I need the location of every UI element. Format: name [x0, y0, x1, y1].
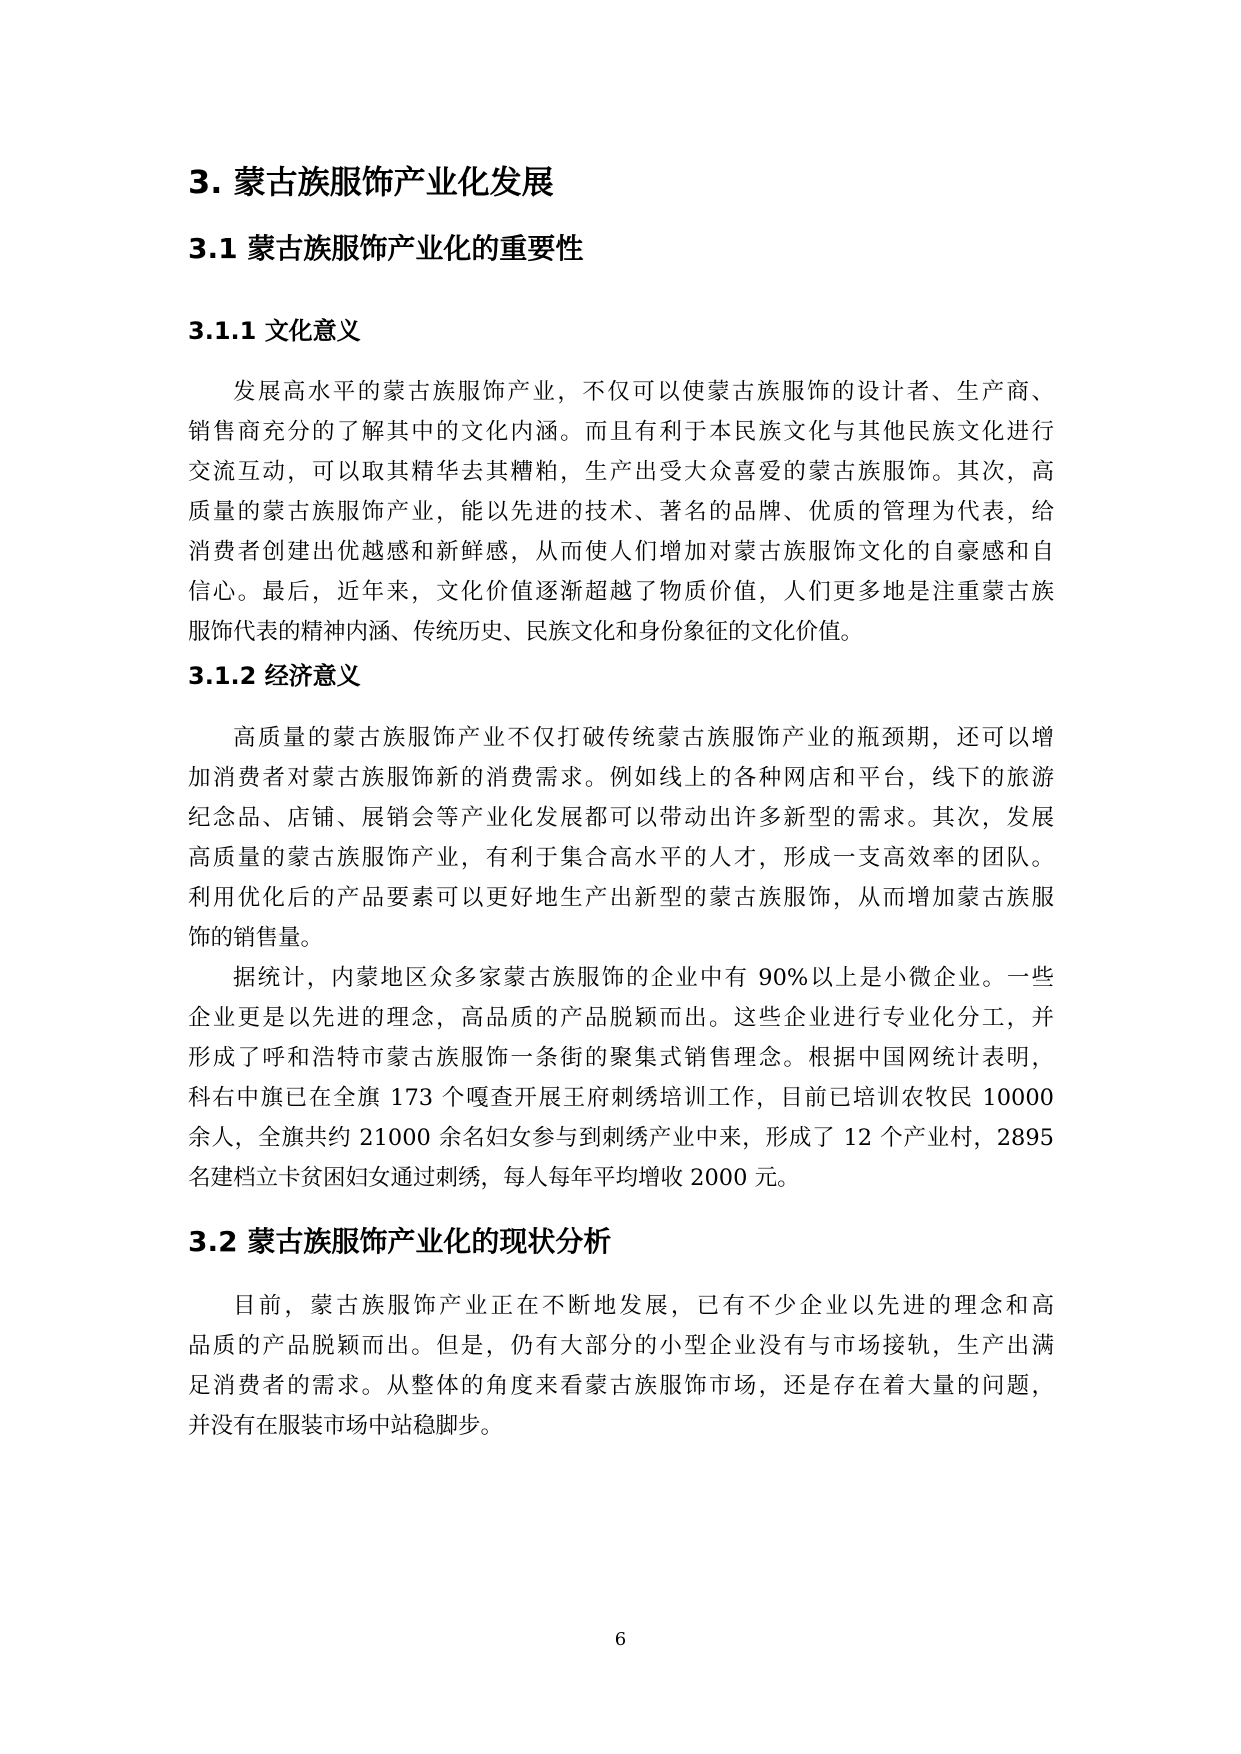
text-line: 据统计，内蒙地区众多家蒙古族服饰的企业中有 90%以上是小微企业。一些 — [233, 965, 1054, 991]
paragraph-current-status — [188, 1286, 1054, 1446]
text-line: 信心。最后，近年来，文化价值逐渐超越了物质价值，人们更多地是注重蒙古族 — [188, 579, 1054, 605]
text-line: 交流互动，可以取其精华去其糟粕，生产出受大众喜爱的蒙古族服饰。其次，高 — [188, 459, 1054, 485]
text-line: 纪念品、店铺、展销会等产业化发展都可以带动出许多新型的需求。其次，发展 — [188, 805, 1054, 831]
text-line: 企业更是以先进的理念，高品质的产品脱颖而出。这些企业进行专业化分工，并 — [188, 1005, 1054, 1031]
subsection-heading-3-1-1: 3.1.1 文化意义 — [188, 317, 361, 345]
text-line: 形成了呼和浩特市蒙古族服饰一条街的聚集式销售理念。根据中国网统计表明， — [188, 1045, 1054, 1071]
text-line: 发展高水平的蒙古族服饰产业，不仅可以使蒙古族服饰的设计者、生产商、 — [233, 379, 1054, 405]
text-line: 消费者创建出优越感和新鲜感，从而使人们增加对蒙古族服饰文化的自豪感和自 — [188, 539, 1054, 565]
page-number: 6 — [614, 1629, 627, 1650]
text-line: 并没有在服装市场中站稳脚步。 — [188, 1413, 504, 1439]
text-line: 品质的产品脱颖而出。但是，仍有大部分的小型企业没有与市场接轨，生产出满 — [188, 1333, 1054, 1359]
section-heading-3-1: 3.1 蒙古族服饰产业化的重要性 — [188, 232, 584, 265]
text-line: 名建档立卡贫困妇女通过刺绣，每人每年平均增收 2000 元。 — [188, 1165, 800, 1191]
chapter-heading: 3. 蒙古族服饰产业化发展 — [188, 163, 554, 201]
paragraph-cultural-significance — [188, 372, 1054, 652]
text-line: 足消费者的需求。从整体的角度来看蒙古族服饰市场，还是存在着大量的问题， — [188, 1373, 1054, 1399]
paragraph-economic-significance — [188, 718, 1054, 958]
text-line: 销售商充分的了解其中的文化内涵。而且有利于本民族文化与其他民族文化进行 — [188, 419, 1054, 445]
subsection-heading-3-1-2: 3.1.2 经济意义 — [188, 662, 361, 690]
text-line: 质量的蒙古族服饰产业，能以先进的技术、著名的品牌、优质的管理为代表，给 — [188, 499, 1054, 525]
text-line: 饰的销售量。 — [188, 925, 324, 951]
section-heading-3-2: 3.2 蒙古族服饰产业化的现状分析 — [188, 1225, 612, 1258]
paragraph-statistics — [188, 958, 1054, 1198]
text-line: 科右中旗已在全旗 173 个嘎查开展王府刺绣培训工作，目前已培训农牧民 10000 — [188, 1085, 1054, 1111]
text-line: 加消费者对蒙古族服饰新的消费需求。例如线上的各种网店和平台，线下的旅游 — [188, 765, 1054, 791]
text-line: 余人，全旗共约 21000 余名妇女参与到刺绣产业中来，形成了 12 个产业村，2895 — [188, 1125, 1054, 1151]
text-line: 目前，蒙古族服饰产业正在不断地发展，已有不少企业以先进的理念和高 — [233, 1293, 1054, 1319]
text-line: 高质量的蒙古族服饰产业，有利于集合高水平的人才，形成一支高效率的团队。 — [188, 845, 1054, 871]
text-line: 利用优化后的产品要素可以更好地生产出新型的蒙古族服饰，从而增加蒙古族服 — [188, 885, 1054, 911]
text-line: 服饰代表的精神内涵、传统历史、民族文化和身份象征的文化价值。 — [188, 619, 864, 645]
text-line: 高质量的蒙古族服饰产业不仅打破传统蒙古族服饰产业的瓶颈期，还可以增 — [233, 725, 1054, 751]
